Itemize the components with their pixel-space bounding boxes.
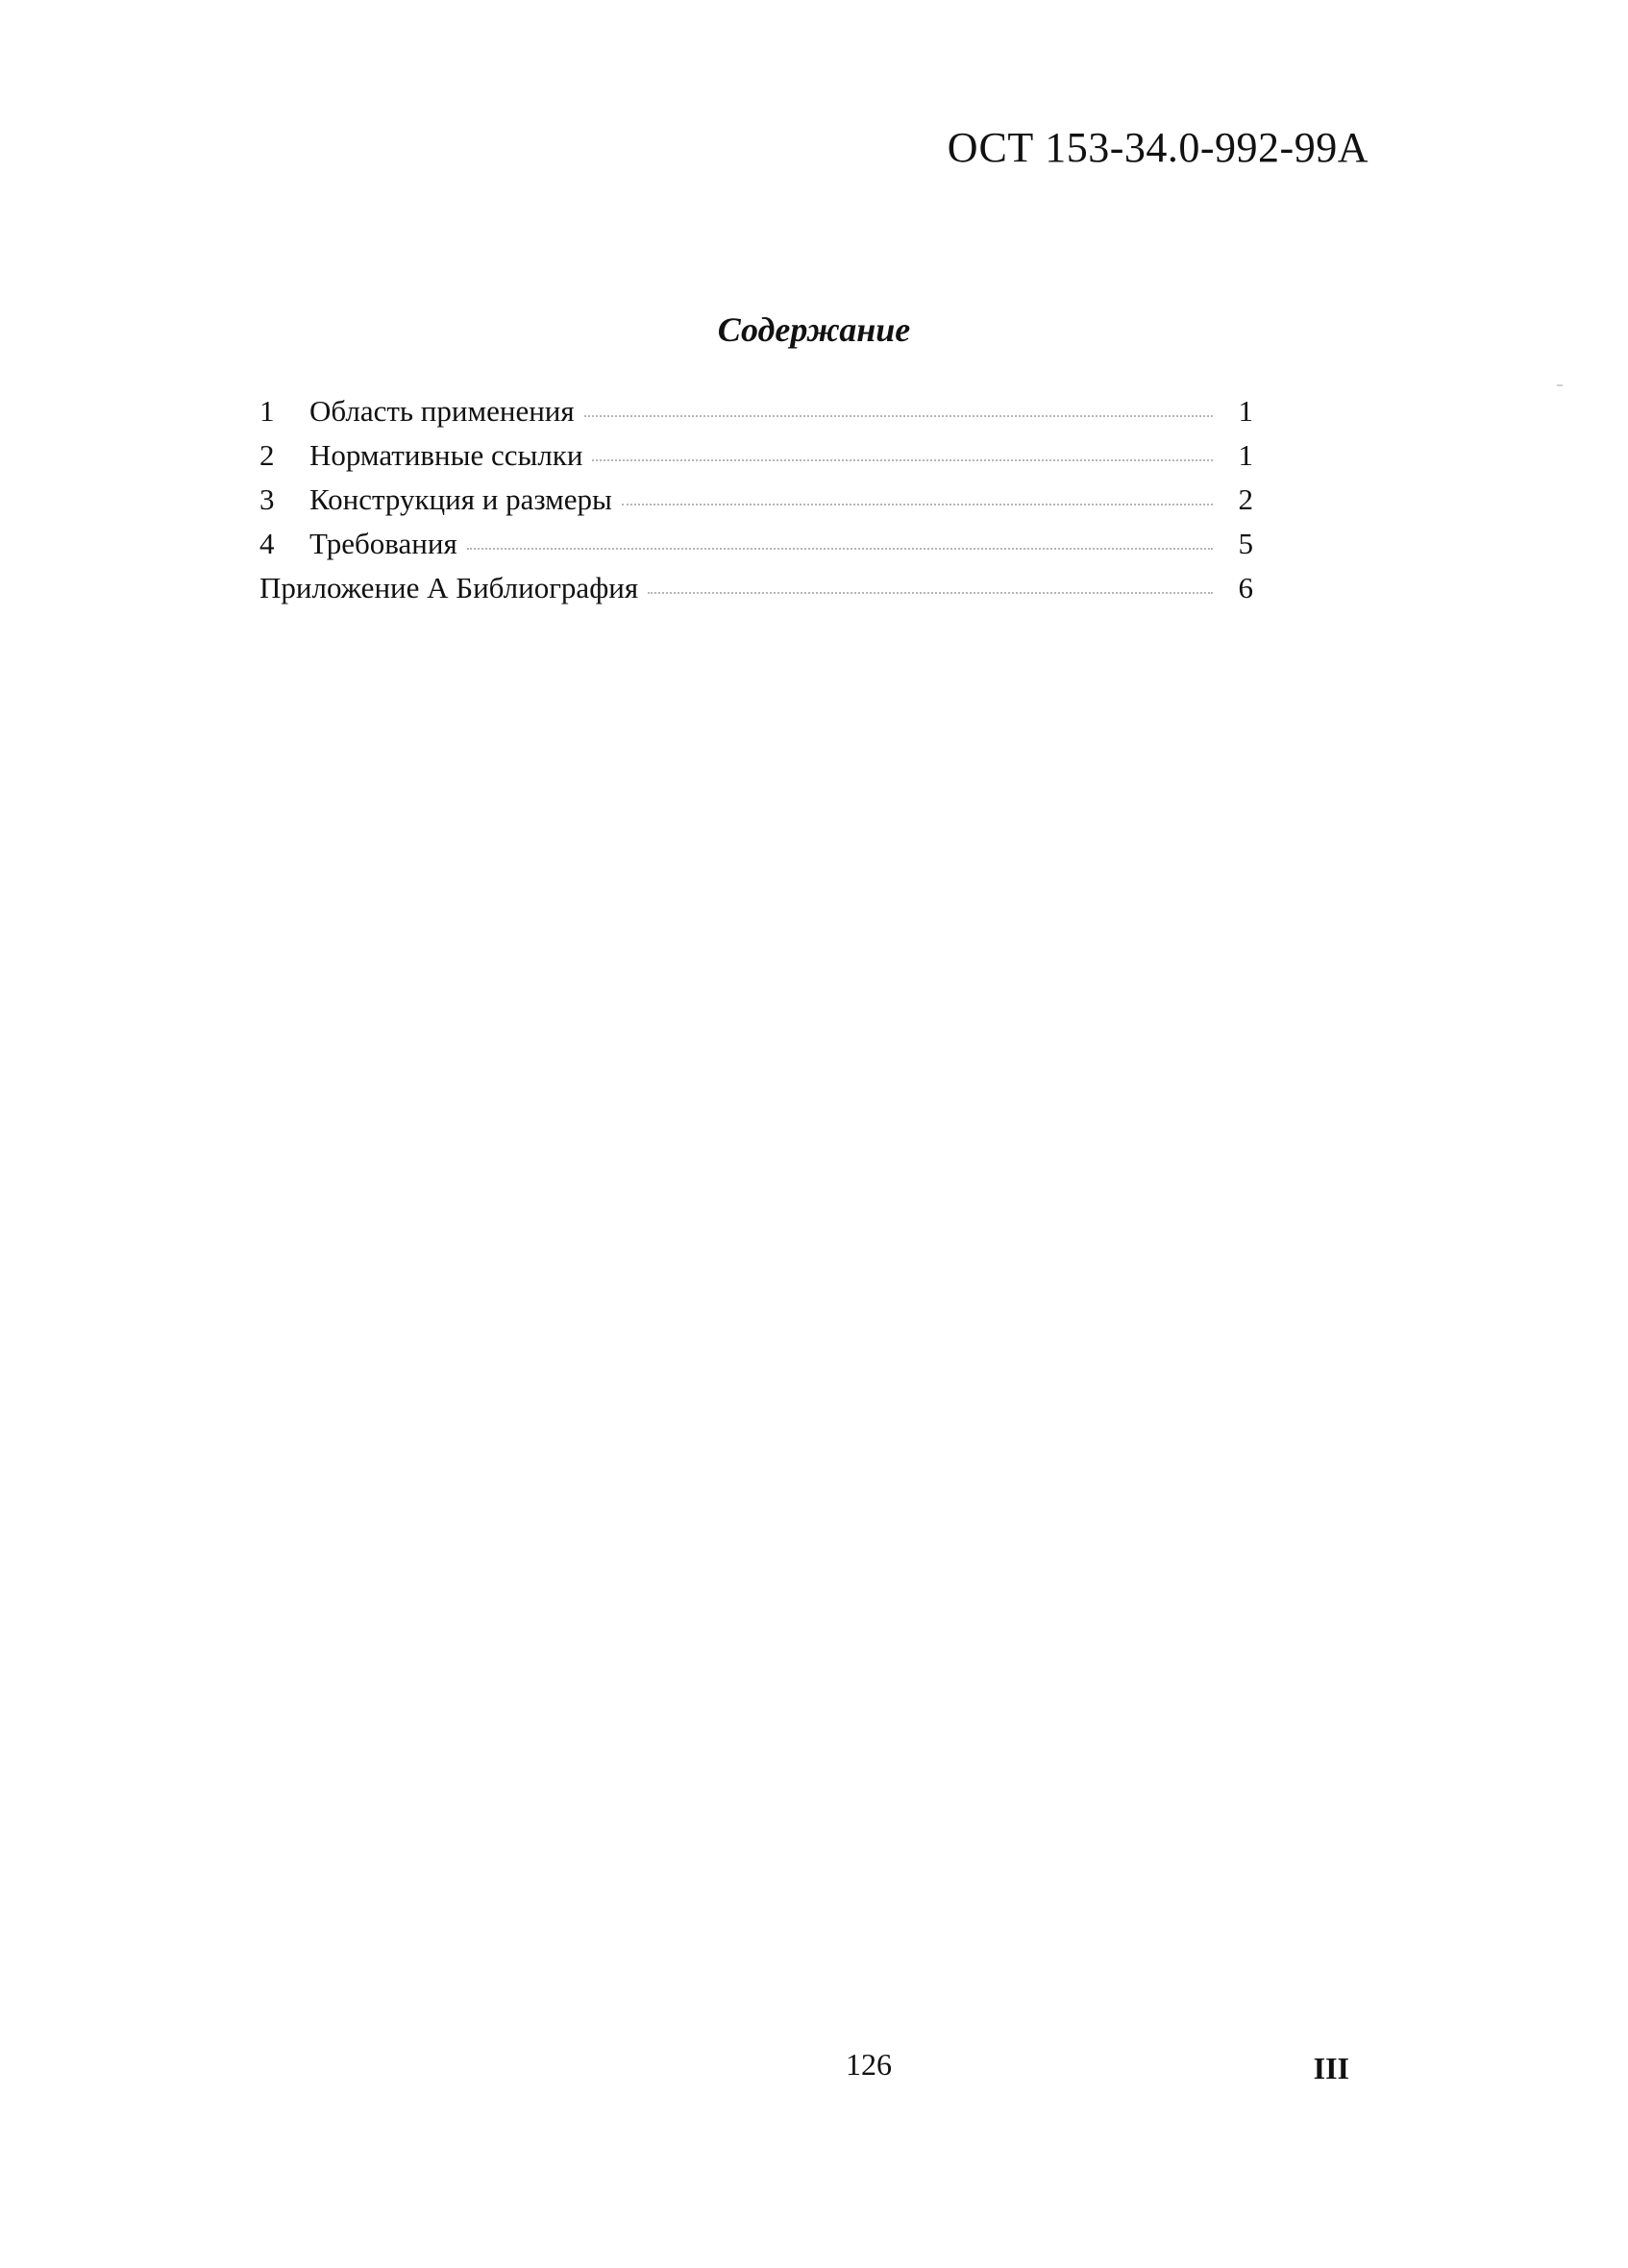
toc-appendix-page: 6 xyxy=(1238,571,1253,604)
toc-entry-page: 1 xyxy=(1238,394,1253,428)
toc-entry-label: Нормативные ссылки xyxy=(309,438,583,472)
document-code: ОСТ 153-34.0-992-99А xyxy=(947,124,1369,171)
toc-entry xyxy=(259,484,1253,529)
dot-leader xyxy=(467,548,1213,550)
page-number: 126 xyxy=(846,2047,892,2082)
toc-entry-label: Конструкция и размеры xyxy=(309,482,612,516)
dot-leader xyxy=(584,415,1213,417)
scan-artifact xyxy=(1557,384,1563,386)
toc-title-text: Содержание xyxy=(717,310,911,349)
dot-leader xyxy=(592,459,1213,461)
toc-appendix-entry xyxy=(259,573,1253,617)
toc-title xyxy=(0,309,1628,350)
toc-appendix-label: Приложение А Библиография xyxy=(259,571,639,604)
toc-entry-label: Требования xyxy=(309,527,457,560)
toc-entry-page: 5 xyxy=(1238,527,1253,560)
toc-entry-page: 1 xyxy=(1238,438,1253,472)
toc-entry-label: Область применения xyxy=(309,394,575,428)
toc-entry-number: 2 xyxy=(259,438,275,472)
toc-entry-number: 1 xyxy=(259,394,275,428)
table-of-contents xyxy=(259,396,1253,617)
toc-entry-number: 3 xyxy=(259,482,275,516)
toc-entry-page: 2 xyxy=(1238,482,1253,516)
toc-entry xyxy=(259,396,1253,440)
toc-entry xyxy=(259,440,1253,484)
toc-entry-number: 4 xyxy=(259,527,275,560)
dot-leader xyxy=(648,592,1213,594)
dot-leader xyxy=(622,504,1213,505)
roman-page-number: III xyxy=(1313,2051,1349,2085)
toc-entry xyxy=(259,529,1253,573)
